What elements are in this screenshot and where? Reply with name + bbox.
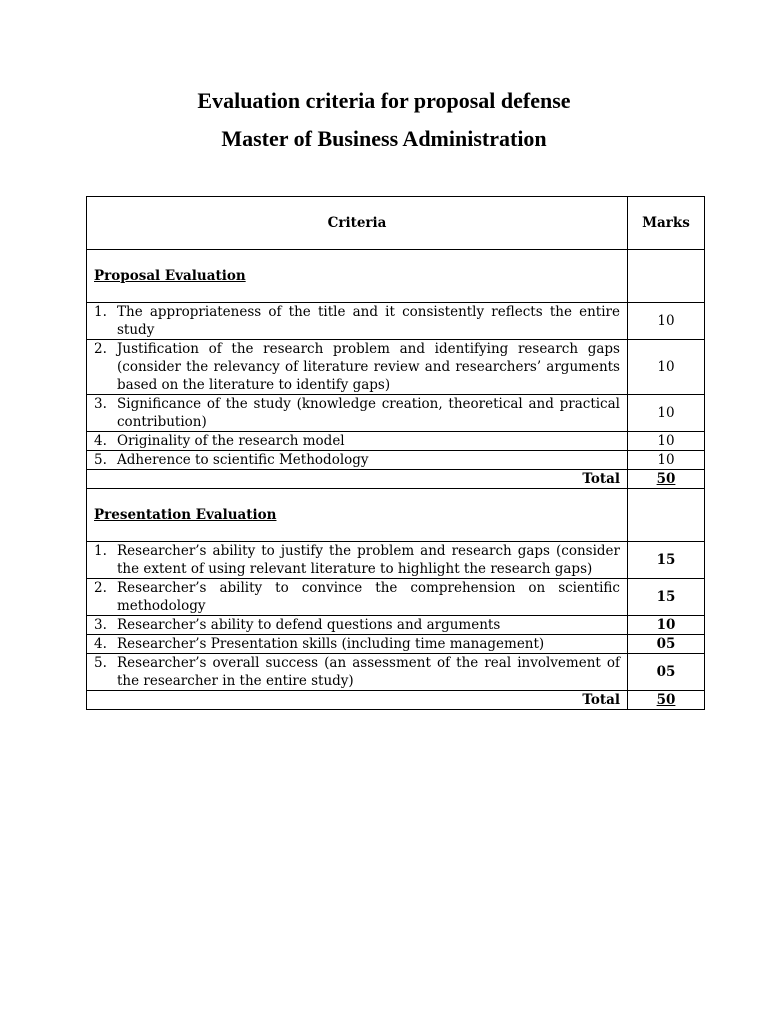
item-number: 3.	[94, 617, 107, 633]
criterion-text: Researcher’s ability to defend questions and arguments	[117, 617, 501, 633]
criterion-marks: 10	[628, 395, 705, 432]
total-row	[87, 470, 705, 489]
item-number: 5.	[94, 655, 107, 671]
criterion-text: Researcher’s ability to convince the comprehension on scientific methodology	[117, 580, 620, 614]
table-header-row	[87, 197, 705, 250]
criterion-marks: 10	[628, 616, 705, 635]
criterion-marks: 05	[628, 654, 705, 691]
marks-header: Marks	[628, 197, 705, 250]
empty-cell	[628, 489, 705, 542]
empty-cell	[628, 250, 705, 303]
document-subtitle: Master of Business Administration	[221, 126, 547, 151]
item-number: 1.	[94, 543, 107, 559]
criterion-marks: 05	[628, 635, 705, 654]
table-row	[87, 542, 705, 579]
total-value: 50	[628, 691, 705, 710]
item-number: 4.	[94, 433, 107, 449]
item-number: 5.	[94, 452, 107, 468]
criterion-text: Originality of the research model	[117, 433, 345, 449]
total-label: Total	[87, 691, 628, 710]
total-row	[87, 691, 705, 710]
section-row	[87, 489, 705, 542]
criterion-text: Researcher’s ability to justify the problem and research gaps (consider the extent of using relevant literature to highlight the research gaps)	[117, 543, 620, 577]
criterion-text: The appropriateness of the title and it consistently reflects the entire study	[117, 304, 620, 338]
criterion-marks: 10	[628, 303, 705, 340]
criterion-text: Justification of the research problem and identifying research gaps (consider the relevancy of literature review and researchers’ arguments based on the literature to identify gaps)	[117, 341, 620, 393]
criterion-text: Researcher’s overall success (an assessment of the real involvement of the researcher in the entire study)	[117, 655, 620, 689]
criteria-header: Criteria	[87, 197, 628, 250]
section-row	[87, 250, 705, 303]
criterion-marks: 15	[628, 542, 705, 579]
total-value: 50	[628, 470, 705, 489]
table-row	[87, 340, 705, 395]
table-row	[87, 635, 705, 654]
document-title: Evaluation criteria for proposal defense	[197, 88, 571, 113]
table-row	[87, 616, 705, 635]
proposal-section-heading: Proposal Evaluation	[87, 250, 628, 303]
criterion-text: Researcher’s Presentation skills (including time management)	[117, 636, 545, 652]
table-row	[87, 395, 705, 432]
criterion-marks: 10	[628, 432, 705, 451]
item-number: 1.	[94, 304, 107, 320]
total-label: Total	[87, 470, 628, 489]
table-row	[87, 451, 705, 470]
criterion-text: Adherence to scientific Methodology	[117, 452, 369, 468]
item-number: 2.	[94, 341, 107, 357]
criterion-marks: 10	[628, 451, 705, 470]
table-row	[87, 579, 705, 616]
presentation-section-heading: Presentation Evaluation	[87, 489, 628, 542]
table-row	[87, 654, 705, 691]
criterion-marks: 15	[628, 579, 705, 616]
criterion-text: Significance of the study (knowledge creation, theoretical and practical contribution)	[117, 396, 620, 430]
item-number: 4.	[94, 636, 107, 652]
item-number: 3.	[94, 396, 107, 412]
evaluation-table	[86, 196, 705, 710]
table-row	[87, 303, 705, 340]
item-number: 2.	[94, 580, 107, 596]
table-row	[87, 432, 705, 451]
criterion-marks: 10	[628, 340, 705, 395]
